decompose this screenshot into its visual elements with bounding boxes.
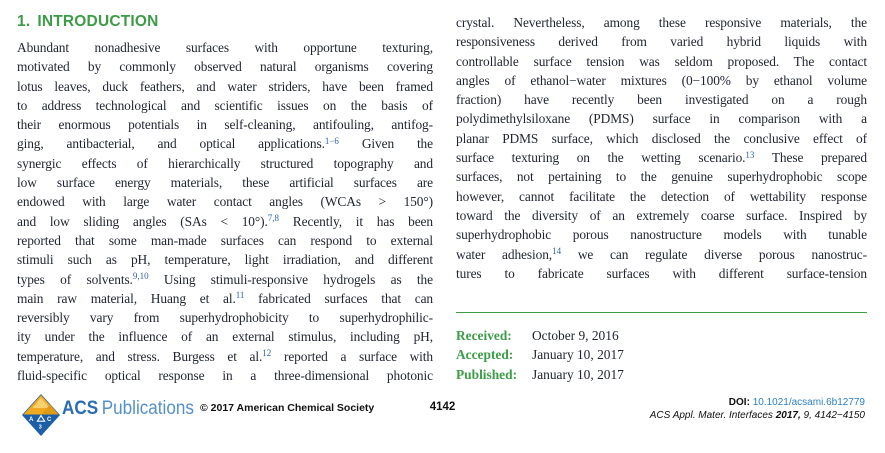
text-line: responsiveness derived from varied hybrid liquids with [456,34,867,50]
doi-block [650,397,865,422]
text-line: reported that some man-made surfaces can respond to external [17,232,433,248]
text-line: ging, antibacterial, and optical applications.$^{1-6}$ Given the [17,135,433,152]
text-segment: ACS Appl. Mater. Interfaces [649,409,776,421]
date-value: October 9, 2016 [532,328,619,343]
svg-text:3: 3 [38,424,42,431]
right-column-text [456,13,867,283]
dates-rows [456,326,867,384]
text-line: toward the diversity of an extremely coarse surface. Inspired by [456,207,867,223]
text-line: crystal. Nevertheless, among these responsive materials, the [456,15,867,30]
date-label: Accepted: [456,347,514,363]
text-line: stimuli such as pH, temperature, light irradiation, and different [17,252,433,268]
doi-line [650,397,865,410]
text-line: reversibly vary from superhydrophobicity to superhydrophilic- [17,310,433,326]
text-line: superhydrophobic porous nanostructure models with tunable [456,227,867,243]
text-line: angles of ethanol−water mixtures (0−100% by ethanol volume [456,72,867,88]
doi-label: DOI: [728,397,750,408]
dates-divider [456,312,867,313]
text-line: polydimethylsiloxane (PDMS) surface in comparison with a [456,111,867,127]
text-line: and low sliding angles (SAs < 10°).$^{7,8}$ Recently, it has been [17,213,433,229]
svg-text:A: A [29,417,34,423]
reference-link[interactable]: 7,8 [267,213,280,224]
date-row [456,365,867,384]
text-line: surface texturing on the wetting scenario.$^{13}$ These prepared [456,149,867,166]
section-number: 1. [17,13,31,30]
reference-link[interactable]: 9,10 [132,271,149,282]
left-column [17,12,433,385]
reference-link[interactable]: 1−6 [324,135,339,146]
reference-link[interactable]: 11 [235,290,245,301]
text-line: main raw material, Huang et al.$^{11}$ fabricated surfaces that can [17,290,433,306]
journal-citation [650,410,865,423]
text-line: fluid-specific optical response in a three-dimensional photonic [17,368,433,384]
text-line: Abundant nonadhesive surfaces with opportune texturing, [17,40,433,55]
section-heading [17,12,433,32]
reference-link[interactable]: 14 [552,246,562,257]
text-line: tures to fabricate surfaces with different surface-tension [456,265,867,281]
dates-block [456,312,867,384]
text-line: water adhesion,$^{14}$ we can regulate diverse porous nanostruc- [456,246,867,262]
text-line: to address technological and scientific issues on the basis of [17,97,433,113]
svg-text:C: C [47,417,52,423]
text-segment: 2017, [775,409,804,421]
right-column [456,13,867,283]
doi-link[interactable]: 10.1021/acsami.6b12779 [752,397,865,408]
date-value: January 10, 2017 [532,347,624,363]
text-segment: 9, [803,409,815,421]
date-row [456,326,867,345]
text-line: planar PDMS surface, which disclosed the conclusive effect of [456,130,867,146]
date-row [456,345,867,364]
text-line: surfaces, not pertaining to the genuine superhydrophobic scope [456,169,867,185]
copyright-text: © 2017 American Chemical Society [200,402,375,414]
text-line: lotus leaves, duck feathers, and water striders, have been framed [17,78,433,94]
date-label: Published: [456,366,518,382]
brand-publications-text: Publications [101,398,194,419]
text-line: low surface energy materials, these artificial surfaces are [17,175,433,191]
text-line: fraction) have recently been investigated on a rough [456,92,867,108]
date-value: January 10, 2017 [532,366,624,382]
text-line: temperature, and stress. Burgess et al.$^{12}$ reported a surface with [17,348,433,364]
text-line: ity under the influence of an external stimulus, including pH, [17,329,433,345]
text-line: their enormous potentials in self-cleaning, antifouling, antifog- [17,117,433,133]
text-line: types of solvents.$^{9,10}$ Using stimuli-responsive hydrogels as the [17,271,433,287]
section-title: INTRODUCTION [37,13,159,30]
page-number: 4142 [429,401,456,413]
brand-acs-text: ACS [62,398,99,419]
reference-link[interactable]: 12 [262,348,272,359]
text-line: motivated by commonly observed natural organisms covering [17,59,433,75]
left-column-text [17,38,433,385]
text-line: however, cannot facilitate the detection of wettability response [456,188,867,204]
page-footer [0,390,885,453]
date-label: Received: [456,328,512,343]
text-line: controllable surface tension was seldom proposed. The contact [456,53,867,69]
text-segment: 4142−4150 [814,409,865,421]
text-line: endowed with large water contact angles (WCAs > 150°) [17,194,433,210]
text-line: synergic effects of hierarchically structured topography and [17,155,433,171]
reference-link[interactable]: 13 [745,149,755,160]
